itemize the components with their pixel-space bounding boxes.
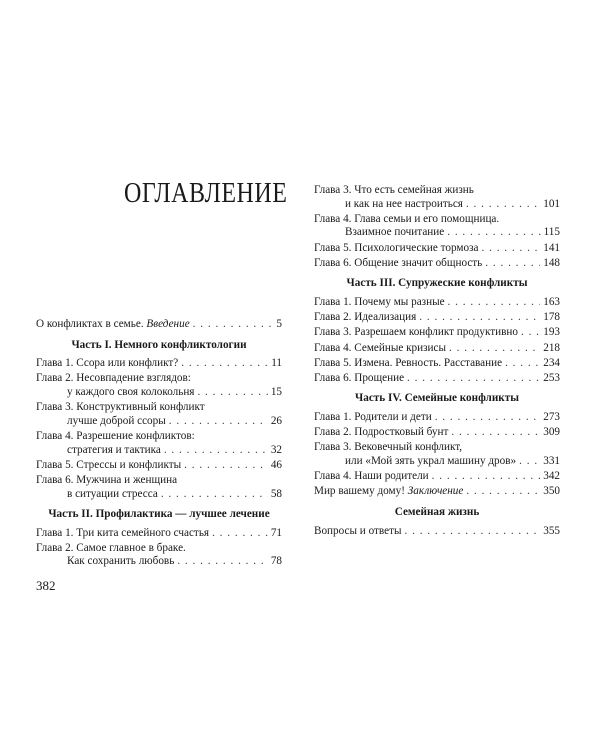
toc-entry-label-cont: и как на нее настроиться bbox=[345, 197, 463, 210]
leader-dots bbox=[419, 311, 540, 325]
toc-page-number: 5 bbox=[276, 318, 282, 330]
toc-page-number: 342 bbox=[543, 470, 560, 483]
toc-page-number: 32 bbox=[270, 443, 282, 456]
toc-entry bbox=[36, 430, 282, 457]
toc-page-number: 218 bbox=[543, 341, 560, 354]
toc-page-number: 71 bbox=[270, 526, 282, 539]
toc-page-number: 15 bbox=[270, 385, 282, 398]
conclusion-text: Мир вашему дому! bbox=[314, 485, 408, 498]
toc-entry-label-cont: или «Мой зять украл машину дров» bbox=[345, 455, 517, 468]
toc-entry-conclusion bbox=[314, 485, 560, 499]
toc-entry-label: Глава 2. Несовпадение взглядов: bbox=[36, 372, 191, 385]
leader-dots bbox=[447, 226, 540, 240]
toc-entry bbox=[314, 426, 560, 440]
toc-entry-label: Глава 4. Наши родители bbox=[314, 470, 429, 483]
leader-dots bbox=[177, 555, 267, 569]
leader-dots bbox=[466, 198, 540, 212]
toc-entry bbox=[314, 242, 560, 256]
leader-dots bbox=[184, 459, 268, 473]
toc-entry-label: Глава 3. Что есть семейная жизнь bbox=[314, 184, 474, 196]
intro-text: О конфликтах в семье. bbox=[36, 318, 147, 330]
conclusion-italic: Заключение bbox=[407, 485, 464, 498]
toc-page-number: 350 bbox=[543, 485, 560, 498]
leader-dots bbox=[197, 386, 267, 400]
toc-page-number: 26 bbox=[270, 414, 282, 427]
toc-entry-label: Глава 2. Самое главное в браке. bbox=[36, 541, 186, 554]
toc-entry-label: Глава 6. Общение значит общность bbox=[314, 256, 483, 269]
toc-entry bbox=[36, 401, 282, 428]
leader-dots bbox=[164, 444, 268, 458]
toc-page-number: 101 bbox=[543, 197, 560, 210]
toc-page-number: 331 bbox=[543, 455, 560, 468]
toc-page-number: 309 bbox=[543, 426, 560, 439]
toc-page-number: 193 bbox=[543, 326, 560, 339]
leader-dots bbox=[405, 525, 541, 539]
toc-entry-label: Глава 3. Разрешаем конфликт продуктивно bbox=[314, 326, 518, 339]
toc-page-number: 115 bbox=[543, 226, 560, 239]
leader-dots bbox=[448, 296, 541, 310]
page-number: 382 bbox=[36, 578, 56, 593]
toc-entry-label: Вопросы и ответы bbox=[314, 524, 402, 537]
toc-entry-label: Глава 5. Психологические тормоза bbox=[314, 241, 479, 254]
toc-entry-label bbox=[36, 318, 190, 332]
toc-entry-label-cont: Взаимное почитание bbox=[345, 226, 445, 239]
toc-page-number: 58 bbox=[270, 487, 282, 500]
toc-entry-label: Глава 2. Идеализация bbox=[314, 311, 417, 324]
part-heading: Часть II. Профилактика — лучшее лечение bbox=[48, 508, 270, 521]
leader-dots bbox=[181, 357, 268, 371]
toc-entry bbox=[314, 213, 560, 240]
toc-left-column bbox=[36, 318, 282, 571]
toc-entry bbox=[314, 311, 560, 325]
toc-entry-label: Глава 6. Прощение bbox=[314, 371, 405, 384]
toc-entry bbox=[314, 296, 560, 310]
toc-page-number: 11 bbox=[271, 357, 282, 370]
toc-entry bbox=[314, 372, 560, 386]
leader-dots bbox=[435, 411, 541, 425]
leader-dots bbox=[485, 257, 540, 271]
leader-dots bbox=[505, 357, 540, 371]
part-heading: Часть I. Немного конфликтологии bbox=[71, 338, 247, 351]
leader-dots bbox=[519, 455, 540, 469]
toc-entry-label: Глава 2. Подростковый бунт bbox=[314, 426, 449, 439]
toc-entry-label: Глава 4. Семейные кризисы bbox=[314, 341, 447, 354]
toc-entry-intro bbox=[36, 318, 282, 332]
toc-entry bbox=[36, 474, 282, 501]
leader-dots bbox=[451, 426, 540, 440]
part-heading: Часть IV. Семейные конфликты bbox=[355, 392, 519, 405]
toc-entry-label-cont: у каждого своя колокольня bbox=[67, 385, 195, 398]
toc-entry-label: Глава 4. Глава семьи и его помощница. bbox=[314, 212, 500, 225]
part-heading: Часть III. Супружеские конфликты bbox=[346, 277, 528, 290]
toc-right-column bbox=[314, 184, 560, 540]
leader-dots bbox=[161, 488, 268, 502]
toc-entry bbox=[314, 357, 560, 371]
toc-entry-label: Глава 1. Ссора или конфликт? bbox=[36, 357, 179, 370]
toc-page-number: 178 bbox=[543, 311, 560, 324]
toc-entry-label bbox=[314, 485, 463, 499]
toc-entry-label: Глава 5. Стрессы и конфликты bbox=[36, 458, 182, 471]
leader-dots bbox=[449, 342, 540, 356]
toc-entry-label: Глава 4. Разрешение конфликтов: bbox=[36, 429, 195, 442]
toc-page-number: 141 bbox=[543, 241, 560, 254]
toc-entry bbox=[314, 525, 560, 539]
toc-entry-label: Глава 3. Вековечный конфликт, bbox=[314, 441, 463, 454]
leader-dots bbox=[407, 372, 540, 386]
leader-dots bbox=[212, 527, 268, 541]
toc-entry-label-cont: лучше доброй ссоры bbox=[67, 414, 166, 427]
toc-entry bbox=[314, 326, 560, 340]
toc-entry-label: Глава 1. Три кита семейного счастья bbox=[36, 526, 210, 539]
toc-entry-label: Глава 3. Конструктивный конфликт bbox=[36, 401, 205, 414]
toc-entry bbox=[36, 459, 282, 473]
toc-entry-label-cont: в ситуации стресса bbox=[67, 487, 158, 500]
toc-entry bbox=[314, 342, 560, 356]
toc-entry-label: Глава 1. Родители и дети bbox=[314, 411, 432, 424]
leader-dots bbox=[521, 326, 540, 340]
toc-entry bbox=[36, 542, 282, 569]
toc-entry bbox=[314, 184, 560, 211]
toc-entry bbox=[314, 441, 560, 468]
leader-dots bbox=[193, 318, 274, 332]
toc-entry-label-cont: Как сохранить любовь bbox=[67, 555, 175, 568]
toc-entry bbox=[36, 357, 282, 371]
toc-entry-label: Глава 1. Почему мы разные bbox=[314, 295, 445, 308]
toc-page-number: 78 bbox=[270, 555, 282, 568]
toc-page-number: 253 bbox=[543, 371, 560, 384]
toc-page-number: 273 bbox=[543, 411, 560, 424]
toc-page-number: 163 bbox=[543, 295, 560, 308]
toc-page-number: 355 bbox=[543, 524, 560, 537]
toc-entry bbox=[36, 372, 282, 399]
toc-title: ОГЛАВЛЕНИЕ bbox=[124, 178, 288, 210]
toc-entry-label: Глава 6. Мужчина и женщина bbox=[36, 473, 178, 486]
toc-page-number: 148 bbox=[543, 256, 560, 269]
toc-entry-label-cont: стратегия и тактика bbox=[67, 443, 161, 456]
toc-entry bbox=[314, 257, 560, 271]
toc-entry-label: Глава 5. Измена. Ревность. Расставание bbox=[314, 356, 503, 369]
toc-page-number: 234 bbox=[543, 356, 560, 369]
leader-dots bbox=[482, 242, 541, 256]
toc-page-number: 46 bbox=[270, 458, 282, 471]
leader-dots bbox=[432, 470, 541, 484]
leader-dots bbox=[466, 485, 540, 499]
toc-entry bbox=[314, 411, 560, 425]
intro-italic: Введение bbox=[146, 318, 190, 330]
toc-entry bbox=[36, 527, 282, 541]
part-heading: Семейная жизнь bbox=[394, 506, 480, 518]
leader-dots bbox=[169, 415, 268, 429]
toc-entry bbox=[314, 470, 560, 484]
